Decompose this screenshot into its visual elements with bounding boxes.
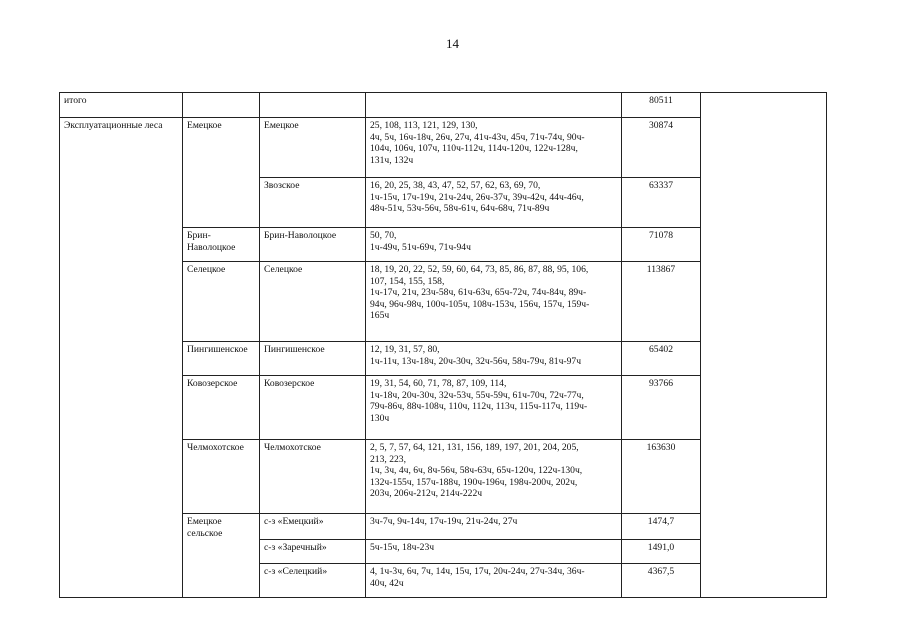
forestry-name-line: Емецкое <box>187 120 222 131</box>
quarters-line: 213, 223, <box>370 453 406 465</box>
district-cell <box>260 118 366 178</box>
area-cell: 63337 <box>622 178 701 228</box>
quarters-cell <box>366 262 622 342</box>
quarters-line: 1ч-15ч, 17ч-19ч, 21ч-24ч, 26ч-37ч, 39ч-42ч, 44ч-46ч, <box>370 191 584 203</box>
district-cell <box>260 564 366 598</box>
district-name-line: Селецкое <box>264 264 303 275</box>
quarters-line: 4ч, 5ч, 16ч-18ч, 26ч, 27ч, 41ч-43ч, 45ч, 71ч-74ч, 90ч- <box>370 131 585 143</box>
district-cell <box>260 440 366 514</box>
quarters-line: 5ч-15ч, 18ч-23ч <box>370 542 435 553</box>
area-cell: 163630 <box>622 440 701 514</box>
total-row <box>60 93 827 118</box>
forestry-name-line: Емецкое <box>187 516 222 527</box>
forestry-cell <box>183 440 260 514</box>
district-cell <box>260 540 366 564</box>
area-cell: 65402 <box>622 342 701 376</box>
forestry-cell <box>183 342 260 376</box>
forestry-cell <box>183 118 260 228</box>
quarters-line: 132ч-155ч, 157ч-188ч, 190ч-196ч, 198ч-200ч, 202ч, <box>370 476 578 488</box>
empty-cell <box>366 93 622 118</box>
forestry-cell <box>183 376 260 440</box>
district-cell <box>260 376 366 440</box>
district-cell <box>260 178 366 228</box>
empty-cell <box>183 93 260 118</box>
quarters-line: 48ч-51ч, 53ч-56ч, 58ч-61ч, 64ч-68ч, 71ч-89ч <box>370 203 550 215</box>
total-area: 80511 <box>622 93 701 118</box>
quarters-line: 16, 20, 25, 38, 43, 47, 52, 57, 62, 63, 69, 70, <box>370 180 541 191</box>
quarters-line: 104ч, 106ч, 107ч, 110ч-112ч, 114ч-120ч, 122ч-128ч, <box>370 143 578 155</box>
quarters-line: 1ч-18ч, 20ч-30ч, 32ч-53ч, 55ч-59ч, 61ч-70ч, 72ч-77ч, <box>370 389 584 401</box>
forestry-name-line: сельское <box>187 527 223 539</box>
district-name-line: с-з «Заречный» <box>264 542 327 553</box>
district-name-line: Ковозерское <box>264 378 315 389</box>
quarters-cell <box>366 228 622 262</box>
category-cell: Эксплуатационные леса <box>60 118 183 598</box>
district-name-line: с-з «Селецкий» <box>264 566 328 577</box>
quarters-line: 3ч-7ч, 9ч-14ч, 17ч-19ч, 21ч-24ч, 27ч <box>370 516 518 527</box>
district-name-line: Брин-Наволоцкое <box>264 230 337 241</box>
area-cell: 93766 <box>622 376 701 440</box>
quarters-line: 40ч, 42ч <box>370 577 404 589</box>
quarters-line: 94ч, 96ч-98ч, 100ч-105ч, 108ч-153ч, 156ч, 157ч, 159ч- <box>370 298 590 310</box>
quarters-line: 50, 70, <box>370 230 397 241</box>
quarters-cell <box>366 564 622 598</box>
area-cell: 71078 <box>622 228 701 262</box>
forestry-name-line: Пингишенское <box>187 344 248 355</box>
quarters-line: 1ч-49ч, 51ч-69ч, 71ч-94ч <box>370 241 471 253</box>
district-name-line: Звозское <box>264 180 300 191</box>
forestry-name-line: Наволоцкое <box>187 241 236 253</box>
quarters-line: 130ч <box>370 412 390 424</box>
area-cell: 30874 <box>622 118 701 178</box>
total-label: итого <box>60 93 183 118</box>
district-name-line: Емецкое <box>264 120 299 131</box>
quarters-line: 2, 5, 7, 57, 64, 121, 131, 156, 189, 197, 201, 204, 205, <box>370 442 579 453</box>
quarters-line: 12, 19, 31, 57, 80, <box>370 344 440 355</box>
quarters-cell <box>366 514 622 540</box>
quarters-line: 1ч, 3ч, 4ч, 6ч, 8ч-56ч, 58ч-63ч, 65ч-120ч, 122ч-130ч, <box>370 465 583 477</box>
quarters-cell <box>366 440 622 514</box>
district-cell <box>260 262 366 342</box>
quarters-cell <box>366 342 622 376</box>
district-cell <box>260 514 366 540</box>
empty-cell <box>260 93 366 118</box>
quarters-line: 4, 1ч-3ч, 6ч, 7ч, 14ч, 15ч, 17ч, 20ч-24ч, 27ч-34ч, 36ч- <box>370 566 585 577</box>
quarters-line: 165ч <box>370 310 390 322</box>
quarters-line: 1ч-11ч, 13ч-18ч, 20ч-30ч, 32ч-56ч, 58ч-79ч, 81ч-97ч <box>370 355 582 367</box>
forestry-cell <box>183 228 260 262</box>
district-cell <box>260 342 366 376</box>
quarters-line: 1ч-17ч, 21ч, 23ч-58ч, 61ч-63ч, 65ч-72ч, 74ч-84ч, 89ч- <box>370 287 587 299</box>
forestry-name-line: Брин- <box>187 230 211 241</box>
area-cell: 113867 <box>622 262 701 342</box>
quarters-cell <box>366 540 622 564</box>
quarters-cell <box>366 178 622 228</box>
quarters-cell <box>366 376 622 440</box>
area-cell: 1474,7 <box>622 514 701 540</box>
district-name-line: с-з «Емецкий» <box>264 516 324 527</box>
area-cell: 4367,5 <box>622 564 701 598</box>
page-number: 14 <box>446 36 459 51</box>
quarters-cell <box>366 118 622 178</box>
quarters-line: 107, 154, 155, 158, <box>370 275 445 287</box>
forestry-name-line: Ковозерское <box>187 378 238 389</box>
forestry-name-line: Челмохотское <box>187 442 244 453</box>
quarters-line: 131ч, 132ч <box>370 154 414 166</box>
quarters-line: 25, 108, 113, 121, 129, 130, <box>370 120 478 131</box>
forest-areas-table <box>59 92 827 598</box>
area-cell: 1491,0 <box>622 540 701 564</box>
side-column <box>701 93 827 598</box>
district-name-line: Пингишенское <box>264 344 325 355</box>
district-name-line: Челмохотское <box>264 442 321 453</box>
quarters-line: 79ч-86ч, 88ч-108ч, 110ч, 112ч, 113ч, 115ч-117ч, 119ч- <box>370 401 588 413</box>
district-cell <box>260 228 366 262</box>
forestry-cell <box>183 262 260 342</box>
quarters-line: 18, 19, 20, 22, 52, 59, 60, 64, 73, 85, 86, 87, 88, 95, 106, <box>370 264 589 275</box>
quarters-line: 19, 31, 54, 60, 71, 78, 87, 109, 114, <box>370 378 507 389</box>
forestry-name-line: Селецкое <box>187 264 226 275</box>
forestry-cell <box>183 514 260 598</box>
quarters-line: 203ч, 206ч-212ч, 214ч-222ч <box>370 488 483 500</box>
